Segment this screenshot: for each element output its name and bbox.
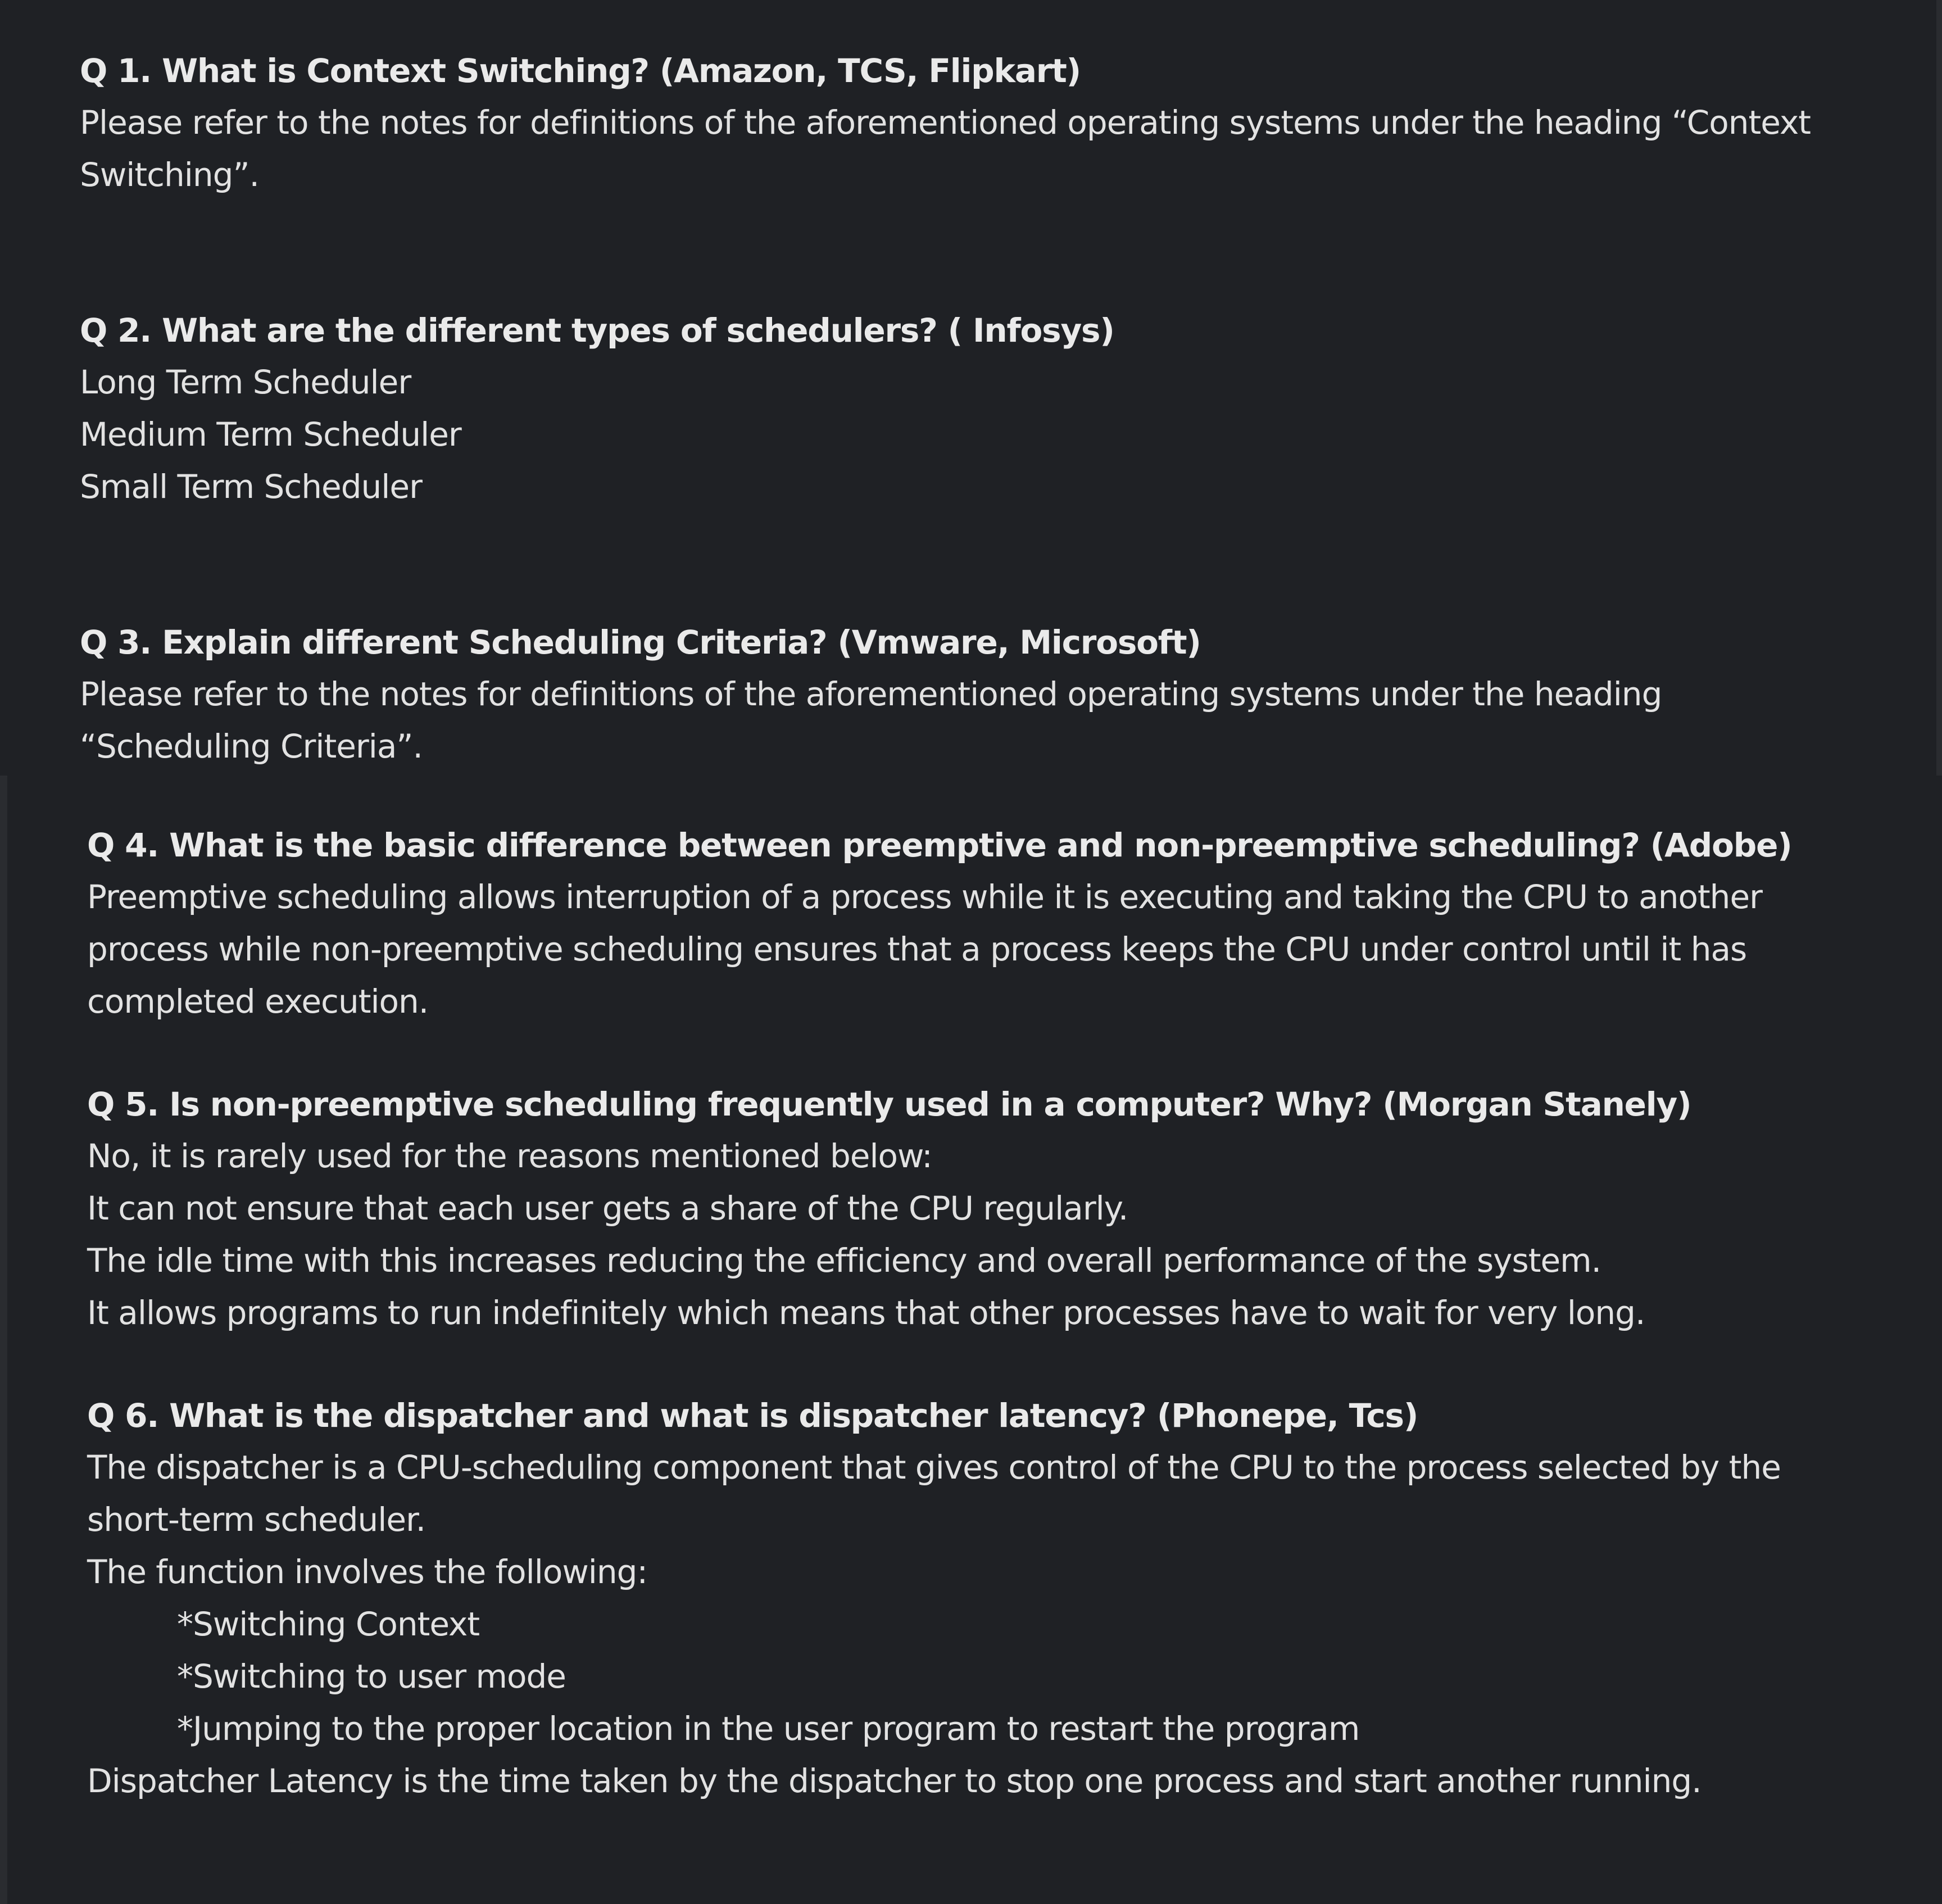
- answer-line: The function involves the following:: [87, 1553, 648, 1591]
- question-title: Q 1. What is Context Switching? (Amazon, TCS, Flipkart): [80, 52, 1081, 90]
- qa-item-6: [87, 1390, 1942, 1807]
- question-title: Q 6. What is the dispatcher and what is dispatcher latency? (Phonepe, Tcs): [87, 1397, 1418, 1435]
- answer-line: short-term scheduler.: [87, 1500, 426, 1539]
- answer-line: completed execution.: [87, 982, 429, 1021]
- answer-sub-item: *Switching Context: [177, 1605, 480, 1643]
- question-title: Q 3. Explain different Scheduling Criteria? (Vmware, Microsoft): [80, 623, 1201, 661]
- notes-panel-top: [0, 0, 1936, 776]
- answer-line: Switching”.: [80, 156, 259, 194]
- qa-item-1: [80, 45, 1936, 201]
- qa-item-4: [87, 819, 1942, 1028]
- answer-line: The dispatcher is a CPU-scheduling component that gives control of the CPU to the process selected by the: [87, 1448, 1781, 1486]
- answer-sub-item: *Switching to user mode: [177, 1657, 566, 1696]
- answer-line: It allows programs to run indefinitely which means that other processes have to wait for very long.: [87, 1294, 1645, 1332]
- question-title: Q 4. What is the basic difference between preemptive and non-preemptive scheduling? (Adobe): [87, 826, 1792, 864]
- answer-line: “Scheduling Criteria”.: [80, 727, 423, 765]
- answer-line: The idle time with this increases reducing the efficiency and overall performance of the system.: [87, 1241, 1601, 1280]
- qa-item-3: [80, 616, 1936, 773]
- answer-line: It can not ensure that each user gets a share of the CPU regularly.: [87, 1189, 1128, 1227]
- answer-line: Small Term Scheduler: [80, 468, 422, 506]
- answer-line: Medium Term Scheduler: [80, 415, 461, 454]
- qa-item-5: [87, 1078, 1942, 1339]
- answer-line: No, it is rarely used for the reasons mentioned below:: [87, 1137, 932, 1175]
- qa-item-2: [80, 305, 1936, 513]
- question-title: Q 2. What are the different types of schedulers? ( Infosys): [80, 311, 1114, 350]
- answer-closing-line: Dispatcher Latency is the time taken by the dispatcher to stop one process and start another running.: [87, 1762, 1701, 1800]
- question-title: Q 5. Is non-preemptive scheduling frequently used in a computer? Why? (Morgan Stanely): [87, 1085, 1691, 1123]
- answer-line: process while non-preemptive scheduling ensures that a process keeps the CPU under control until it has: [87, 930, 1747, 968]
- answer-line: Long Term Scheduler: [80, 363, 411, 401]
- answer-line: Please refer to the notes for definitions of the aforementioned operating systems under the heading: [80, 675, 1662, 713]
- answer-sub-item: *Jumping to the proper location in the user program to restart the program: [177, 1710, 1360, 1748]
- notes-panel-bottom: [7, 776, 1942, 1904]
- answer-line: Preemptive scheduling allows interruption of a process while it is executing and taking the CPU to another: [87, 878, 1762, 916]
- answer-line: Please refer to the notes for definitions of the aforementioned operating systems under the heading “Context: [80, 103, 1811, 142]
